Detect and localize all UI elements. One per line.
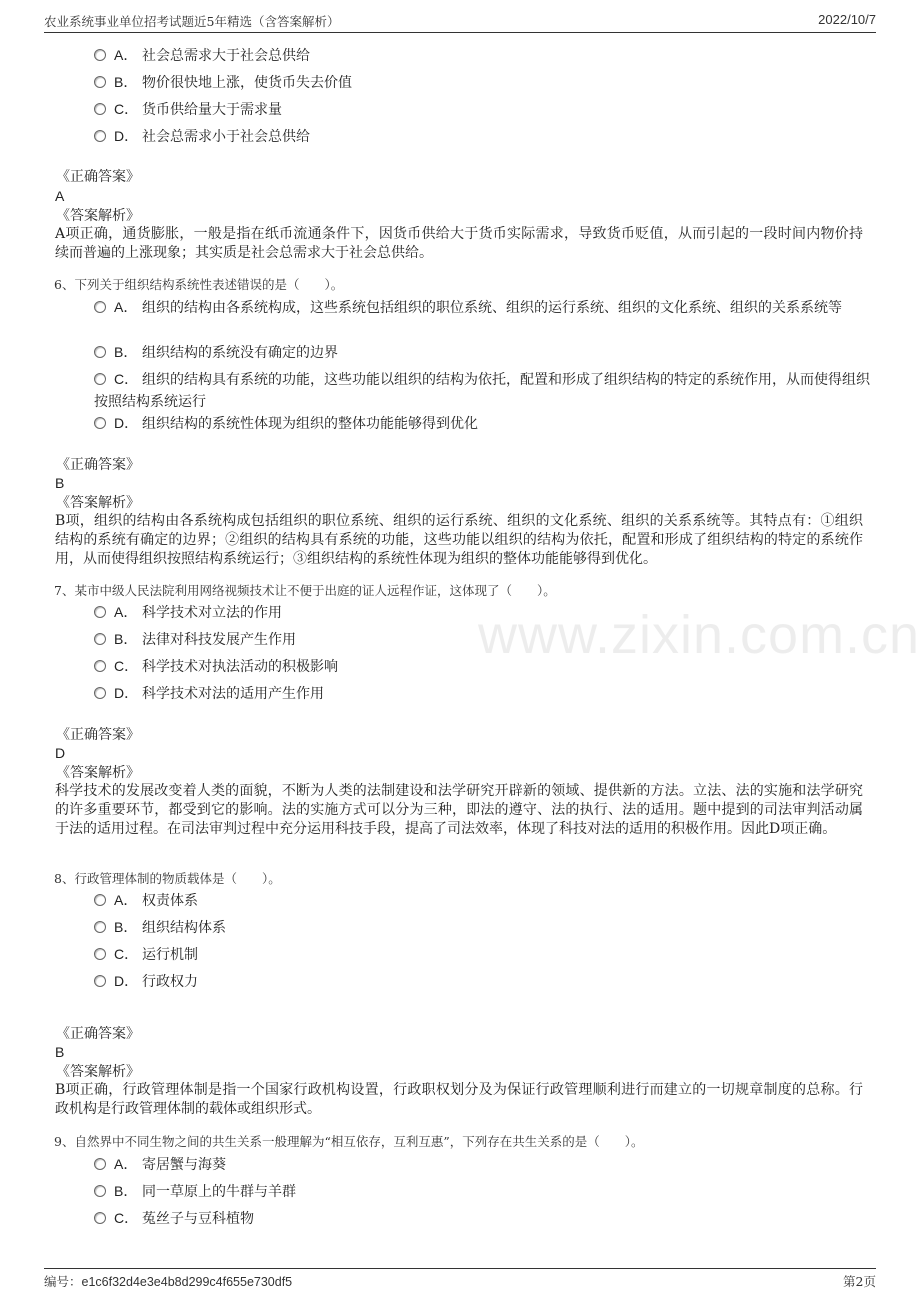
correct-answer-label: 《正确答案》 bbox=[56, 1026, 140, 1042]
radio-icon[interactable] bbox=[94, 49, 106, 61]
q7-option-c[interactable]: C． 科学技术对执法活动的积极影响 bbox=[94, 655, 874, 678]
page-header bbox=[44, 10, 876, 33]
radio-icon[interactable] bbox=[94, 948, 106, 960]
correct-answer: B bbox=[55, 475, 65, 491]
q9-option-c[interactable]: C． 菟丝子与豆科植物 bbox=[94, 1207, 874, 1230]
radio-icon[interactable] bbox=[94, 606, 106, 618]
analysis-text: B项正确，行政管理体制是指一个国家行政机构设置，行政职权划分及为保证行政管理顺利进行而建立的一切规章制度的总称。行政机构是行政管理体制的载体或组织形式。 bbox=[55, 1082, 863, 1117]
radio-icon[interactable] bbox=[94, 1212, 106, 1224]
watermark: www.zixin.com.cn bbox=[478, 605, 920, 665]
q5-option-d[interactable]: D． 社会总需求小于社会总供给 bbox=[94, 125, 874, 148]
analysis-label: 《答案解析》 bbox=[56, 765, 140, 781]
q7-option-b[interactable]: B． 法律对科技发展产生作用 bbox=[94, 628, 874, 651]
analysis-text: A项正确，通货膨胀，一般是指在纸币流通条件下，因货币供给大于货币实际需求，导致货币贬值，从而引起的一段时间内物价持续而普遍的上涨现象；其实质是社会总需求大于社会总供给。 bbox=[55, 226, 863, 261]
radio-icon[interactable] bbox=[94, 373, 106, 385]
analysis-label: 《答案解析》 bbox=[56, 208, 140, 224]
correct-answer-label: 《正确答案》 bbox=[56, 727, 140, 743]
q6-option-c[interactable]: C． 组织的结构具有系统的功能，这些功能以组织的结构为依托，配置和形成了组织结构的特定的系统作用，从而使得组织按照结构系统运行 bbox=[94, 371, 870, 410]
q5-option-a[interactable]: A． 社会总需求大于社会总供给 bbox=[94, 44, 874, 67]
q8-option-c[interactable]: C． 运行机制 bbox=[94, 943, 874, 966]
q6-option-b[interactable]: B． 组织结构的系统没有确定的边界 bbox=[94, 341, 874, 364]
q5-option-b[interactable]: B． 物价很快地上涨，使货币失去价值 bbox=[94, 71, 874, 94]
radio-icon[interactable] bbox=[94, 130, 106, 142]
document-code: 编号：e1c6f32d4e3e4b8d299c4f655e730df5 bbox=[44, 1274, 293, 1289]
q9-option-b[interactable]: B． 同一草原上的牛群与羊群 bbox=[94, 1180, 874, 1203]
radio-icon[interactable] bbox=[94, 894, 106, 906]
q9-option-a[interactable]: A． 寄居蟹与海葵 bbox=[94, 1153, 874, 1176]
q8-option-d[interactable]: D． 行政权力 bbox=[94, 970, 874, 993]
question-8: 8、行政管理体制的物质载体是（ ）。 bbox=[54, 871, 281, 886]
radio-icon[interactable] bbox=[94, 76, 106, 88]
question-6: 6、下列关于组织结构系统性表述错误的是（ ）。 bbox=[54, 277, 344, 292]
correct-answer-label: 《正确答案》 bbox=[56, 457, 140, 473]
q7-option-a[interactable]: A． 科学技术对立法的作用 bbox=[94, 601, 874, 624]
page-number: 第2页 bbox=[843, 1274, 876, 1289]
correct-answer: D bbox=[55, 745, 66, 761]
question-9: 9、自然界中不同生物之间的共生关系一般理解为“相互依存，互利互惠”，下列存在共生关系的是（ ）。 bbox=[54, 1134, 644, 1149]
radio-icon[interactable] bbox=[94, 103, 106, 115]
radio-icon[interactable] bbox=[94, 687, 106, 699]
radio-icon[interactable] bbox=[94, 417, 106, 429]
radio-icon[interactable] bbox=[94, 1158, 106, 1170]
radio-icon[interactable] bbox=[94, 346, 106, 358]
radio-icon[interactable] bbox=[94, 1185, 106, 1197]
document-title: 农业系统事业单位招考试题近5年精选（含答案解析） bbox=[44, 14, 340, 29]
q6-option-a[interactable]: A． 组织的结构由各系统构成，这些系统包括组织的职位系统、组织的运行系统、组织的文化系统、组织的关系系统等 bbox=[94, 296, 874, 319]
q8-option-b[interactable]: B． 组织结构体系 bbox=[94, 916, 874, 939]
radio-icon[interactable] bbox=[94, 921, 106, 933]
q8-option-a[interactable]: A． 权责体系 bbox=[94, 889, 874, 912]
analysis-label: 《答案解析》 bbox=[56, 495, 140, 511]
analysis-label: 《答案解析》 bbox=[56, 1064, 140, 1080]
q7-option-d[interactable]: D． 科学技术对法的适用产生作用 bbox=[94, 682, 874, 705]
correct-answer: B bbox=[55, 1044, 65, 1060]
radio-icon[interactable] bbox=[94, 975, 106, 987]
document-date: 2022/10/7 bbox=[818, 12, 876, 27]
correct-answer: A bbox=[55, 188, 65, 204]
radio-icon[interactable] bbox=[94, 660, 106, 672]
correct-answer-label: 《正确答案》 bbox=[56, 169, 140, 185]
analysis-text: B项，组织的结构由各系统构成包括组织的职位系统、组织的运行系统、组织的文化系统、组织的关系系统等。其特点有：①组织结构的系统有确定的边界；②组织的结构具有系统的功能，这些功能以组织的结构为依托，配置和形成了组织结构的特定的系统作用，从而使得组织按照结构系统运行；③组织结构的系统性体现为组织的整体功能能够得到优化。 bbox=[55, 513, 863, 567]
q5-option-c[interactable]: C． 货币供给量大于需求量 bbox=[94, 98, 874, 121]
page-footer bbox=[44, 1268, 876, 1289]
radio-icon[interactable] bbox=[94, 301, 106, 313]
analysis-text: 科学技术的发展改变着人类的面貌，不断为人类的法制建设和法学研究开辟新的领域、提供新的方法。立法、法的实施和法学研究的许多重要环节，都受到它的影响。法的实施方式可以分为三种，即法的遵守、法的执行、法的适用。题中提到的司法审判活动属于法的适用过程。在司法审判过程中充分运用科技手段，提高了司法效率，体现了科技对法的适用的积极作用。因此D项正确。 bbox=[55, 783, 863, 837]
q6-option-d[interactable]: D． 组织结构的系统性体现为组织的整体功能能够得到优化 bbox=[94, 412, 874, 435]
radio-icon[interactable] bbox=[94, 633, 106, 645]
question-7: 7、某市中级人民法院利用网络视频技术让不便于出庭的证人远程作证，这体现了（ ）。 bbox=[54, 583, 556, 598]
